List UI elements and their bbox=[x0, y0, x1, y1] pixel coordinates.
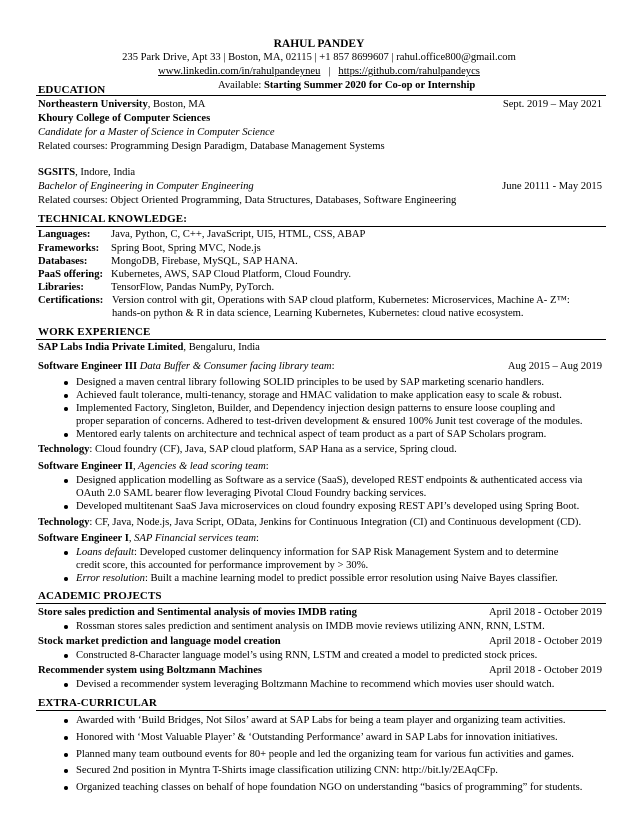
project-title: Recommender system using Boltzmann Machines bbox=[38, 665, 263, 676]
role-bullet: Implemented Factory, Singleton, Builder, and Dependency injection design patterns to ensure loose coupling and bbox=[76, 403, 556, 414]
bullet-icon bbox=[64, 753, 68, 757]
availability: Available: Starting Summer 2020 for Co-op or Internship bbox=[218, 80, 476, 91]
work-heading: WORK EXPERIENCE bbox=[38, 326, 151, 338]
role-title: Software Engineer II, Agencies & lead scoring team: bbox=[38, 461, 269, 472]
skill-label: Languages: bbox=[38, 229, 91, 240]
bullet-icon bbox=[64, 551, 68, 555]
project-dates: April 2018 - October 2019 bbox=[489, 607, 602, 618]
skill-value-cont: hands-on python & R in data science, Learning Kubernetes, Kubernetes: cloud native ecosystem. bbox=[112, 308, 524, 319]
linkedin-link[interactable]: www.linkedin.com/in/rahulpandeyneu bbox=[158, 66, 321, 77]
project-bullet: Constructed 8-Character language model’s using RNN, LSTM and created a model to predicted stock prices. bbox=[76, 650, 538, 661]
extra-bullet: Awarded with ‘Build Bridges, Not Silos’ award at SAP Labs for being a team player and organizing team activities. bbox=[76, 715, 566, 726]
extra-bullet: Secured 2nd position in Myntra T-Shirts image classification utilizing CNN: http://bit.ly/2EAqCFp. bbox=[76, 765, 498, 776]
role-bullet: Error resolution: Built a machine learning model to predict possible error resolution using Naive Bayes classifier. bbox=[76, 573, 558, 584]
section-divider bbox=[36, 226, 606, 227]
company: SAP Labs India Private Limited, Bengaluru, India bbox=[38, 342, 260, 353]
role-technology: Technology: Cloud foundry (CF), Java, SAP cloud platform, SAP Hana as a service, Spring cloud. bbox=[38, 444, 457, 455]
role-bullet: Mentored early talents on architecture and technical aspect of team product as a part of SAP Scholars program. bbox=[76, 429, 547, 440]
bullet-icon bbox=[64, 505, 68, 509]
role-bullet: Developed multitenant SaaS Java microservices on cloud foundry exposing REST API’s developed using Spring Boot. bbox=[76, 501, 580, 512]
neu-degree: Candidate for a Master of Science in Computer Science bbox=[38, 127, 275, 138]
skill-value: Kubernetes, AWS, SAP Cloud Platform, Cloud Foundry. bbox=[111, 269, 351, 280]
neu-school: Northeastern University, Boston, MA bbox=[38, 99, 206, 110]
skill-label: Databases: bbox=[38, 256, 88, 267]
sgsits-school: SGSITS, Indore, India bbox=[38, 167, 136, 178]
project-bullet: Rossman stores sales prediction and sentiment analysis on IMDB movie reviews utilizing ANN, RNN, LSTM. bbox=[76, 621, 545, 632]
sgsits-dates: June 20111 - May 2015 bbox=[502, 181, 602, 192]
extra-bullet: Honored with ‘Most Valuable Player’ & ‘Outstanding Performance’ award in SAP Labs for innovation initiatives. bbox=[76, 732, 558, 743]
bullet-icon bbox=[64, 625, 68, 629]
bullet-icon bbox=[64, 786, 68, 790]
role-title: Software Engineer I, SAP Financial services team: bbox=[38, 533, 259, 544]
neu-college: Khoury College of Computer Sciences bbox=[38, 113, 211, 124]
bullet-icon bbox=[64, 433, 68, 437]
project-title: Store sales prediction and Sentimental analysis of movies IMDB rating bbox=[38, 607, 357, 618]
project-dates: April 2018 - October 2019 bbox=[489, 665, 602, 676]
role-bullet: Designed a maven central library following SOLID principles to be used by SAP marketing scenario handlers. bbox=[76, 377, 544, 388]
neu-courses: Related courses: Programming Design Paradigm, Database Management Systems bbox=[38, 141, 385, 152]
bullet-icon bbox=[64, 381, 68, 385]
sgsits-courses: Related courses: Object Oriented Programming, Data Structures, Databases, Software Engineering bbox=[38, 195, 457, 206]
education-heading: EDUCATION bbox=[38, 84, 106, 96]
profile-links bbox=[0, 66, 638, 78]
role-dates: Aug 2015 – Aug 2019 bbox=[507, 361, 602, 372]
skill-label: Certifications: bbox=[38, 295, 104, 306]
project-dates: April 2018 - October 2019 bbox=[489, 636, 602, 647]
role-title: Software Engineer III Data Buffer & Consumer facing library team: bbox=[38, 361, 335, 372]
extra-heading: EXTRA-CURRICULAR bbox=[38, 697, 157, 709]
skill-label: PaaS offering: bbox=[38, 269, 104, 280]
bullet-icon bbox=[64, 394, 68, 398]
section-divider bbox=[36, 710, 606, 711]
project-bullet: Devised a recommender system leveraging Boltzmann Machine to recommend which movies user should watch. bbox=[76, 679, 555, 690]
role-bullet: Achieved fault tolerance, multi-tenancy, storage and HMAC validation to make application easy to scale & robust. bbox=[76, 390, 562, 401]
bullet-icon bbox=[64, 577, 68, 581]
bullet-icon bbox=[64, 736, 68, 740]
skill-value: Spring Boot, Spring MVC, Node.js bbox=[111, 243, 261, 254]
extra-bullet: Planned many team outbound events for 80+ people and led the organizing team for various fun activities and games. bbox=[76, 749, 574, 760]
link-separator: | bbox=[328, 66, 331, 77]
role-bullet-cont: proper separation of concerns. Adhered to test-driven development & ensured 100% Junit test coverage of the modules. bbox=[76, 416, 583, 427]
contact-line: 235 Park Drive, Apt 33 | Boston, MA, 02115 | +1 857 8699607 | rahul.office800@gmail.com bbox=[122, 52, 516, 63]
skill-value: TensorFlow, Pandas NumPy, PyTorch. bbox=[111, 282, 275, 293]
extra-bullet: Organized teaching classes on behalf of hope foundation NGO on understanding “basics of programming” for students. bbox=[76, 782, 583, 793]
role-bullet: Designed application modelling as Software as a service (SaaS), developed REST endpoints & authenticated access via bbox=[76, 475, 583, 486]
section-divider bbox=[36, 603, 606, 604]
sgsits-degree: Bachelor of Engineering in Computer Engineering bbox=[38, 181, 254, 192]
bullet-icon bbox=[64, 407, 68, 411]
neu-dates: Sept. 2019 – May 2021 bbox=[502, 99, 602, 110]
candidate-name: RAHUL PANDEY bbox=[273, 38, 365, 50]
bullet-icon bbox=[64, 654, 68, 658]
skill-label: Frameworks: bbox=[38, 243, 100, 254]
skill-label: Libraries: bbox=[38, 282, 84, 293]
role-technology: Technology: CF, Java, Node.js, Java Script, OData, Jenkins for Continuous Integration (CI) and Continuous development (CD). bbox=[38, 517, 582, 528]
role-bullet-cont: OAuth 2.0 SAML bearer flow leveraging Pivotal Cloud Foundry backing services. bbox=[76, 488, 427, 499]
bullet-icon bbox=[64, 719, 68, 723]
section-divider bbox=[36, 339, 606, 340]
role-bullet: Loans default: Developed customer delinquency information for SAP Risk Management System and to determine bbox=[76, 547, 559, 558]
projects-heading: ACADEMIC PROJECTS bbox=[38, 590, 162, 602]
skill-value: MongoDB, Firebase, MySQL, SAP HANA. bbox=[111, 256, 298, 267]
bullet-icon bbox=[64, 769, 68, 773]
github-link[interactable]: https://github.com/rahulpandeycs bbox=[338, 66, 480, 77]
bullet-icon bbox=[64, 683, 68, 687]
technical-heading: TECHNICAL KNOWLEDGE: bbox=[38, 213, 187, 225]
role-bullet-cont: credit score, this accounted for performance improvement by > 30%. bbox=[76, 560, 369, 571]
skill-value: Version control with git, Operations with SAP cloud platform, Kubernetes: Microservices, Machine A- Z™: bbox=[112, 295, 570, 306]
skill-value: Java, Python, C, C++, JavaScript, UI5, HTML, CSS, ABAP bbox=[111, 229, 366, 240]
section-divider bbox=[36, 95, 606, 96]
project-title: Stock market prediction and language model creation bbox=[38, 636, 281, 647]
bullet-icon bbox=[64, 479, 68, 483]
